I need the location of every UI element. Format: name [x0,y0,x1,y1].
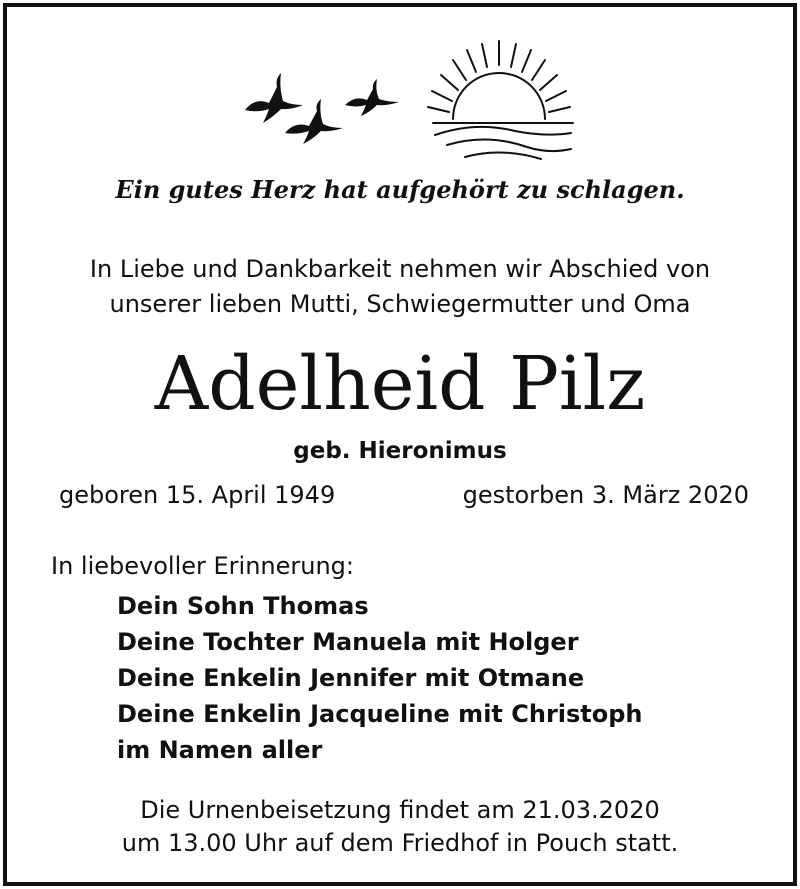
death-date: gestorben 3. März 2020 [462,481,749,509]
deceased-name: Adelheid Pilz [154,341,646,427]
intro-line: unserer lieben Mutti, Schwiegermutter und Oma [109,290,691,318]
burial-info [7,794,793,860]
intro-line: In Liebe und Dankbarkeit nehmen wir Abschied von [89,255,711,283]
intro-text [7,252,793,322]
burial-line: Die Urnenbeisetzung findet am 21.03.2020 [140,796,660,824]
memory-label: In liebevoller Erinnerung: [51,552,354,580]
birds-and-sunset-icon [225,35,575,165]
motto: Ein gutes Herz hat aufgehört zu schlagen. [115,175,685,204]
mourner: Deine Tochter Manuela mit Holger [117,628,579,656]
mourner: im Namen aller [117,736,323,764]
mourners-list [117,588,643,768]
obituary-notice [3,3,797,886]
mourner: Deine Enkelin Jennifer mit Otmane [117,664,585,692]
mourner: Deine Enkelin Jacqueline mit Christoph [117,700,643,728]
burial-line: um 13.00 Uhr auf dem Friedhof in Pouch statt. [121,829,679,857]
maiden-name: geb. Hieronimus [293,438,507,464]
mourner: Dein Sohn Thomas [117,592,369,620]
birth-date: geboren 15. April 1949 [59,481,336,509]
